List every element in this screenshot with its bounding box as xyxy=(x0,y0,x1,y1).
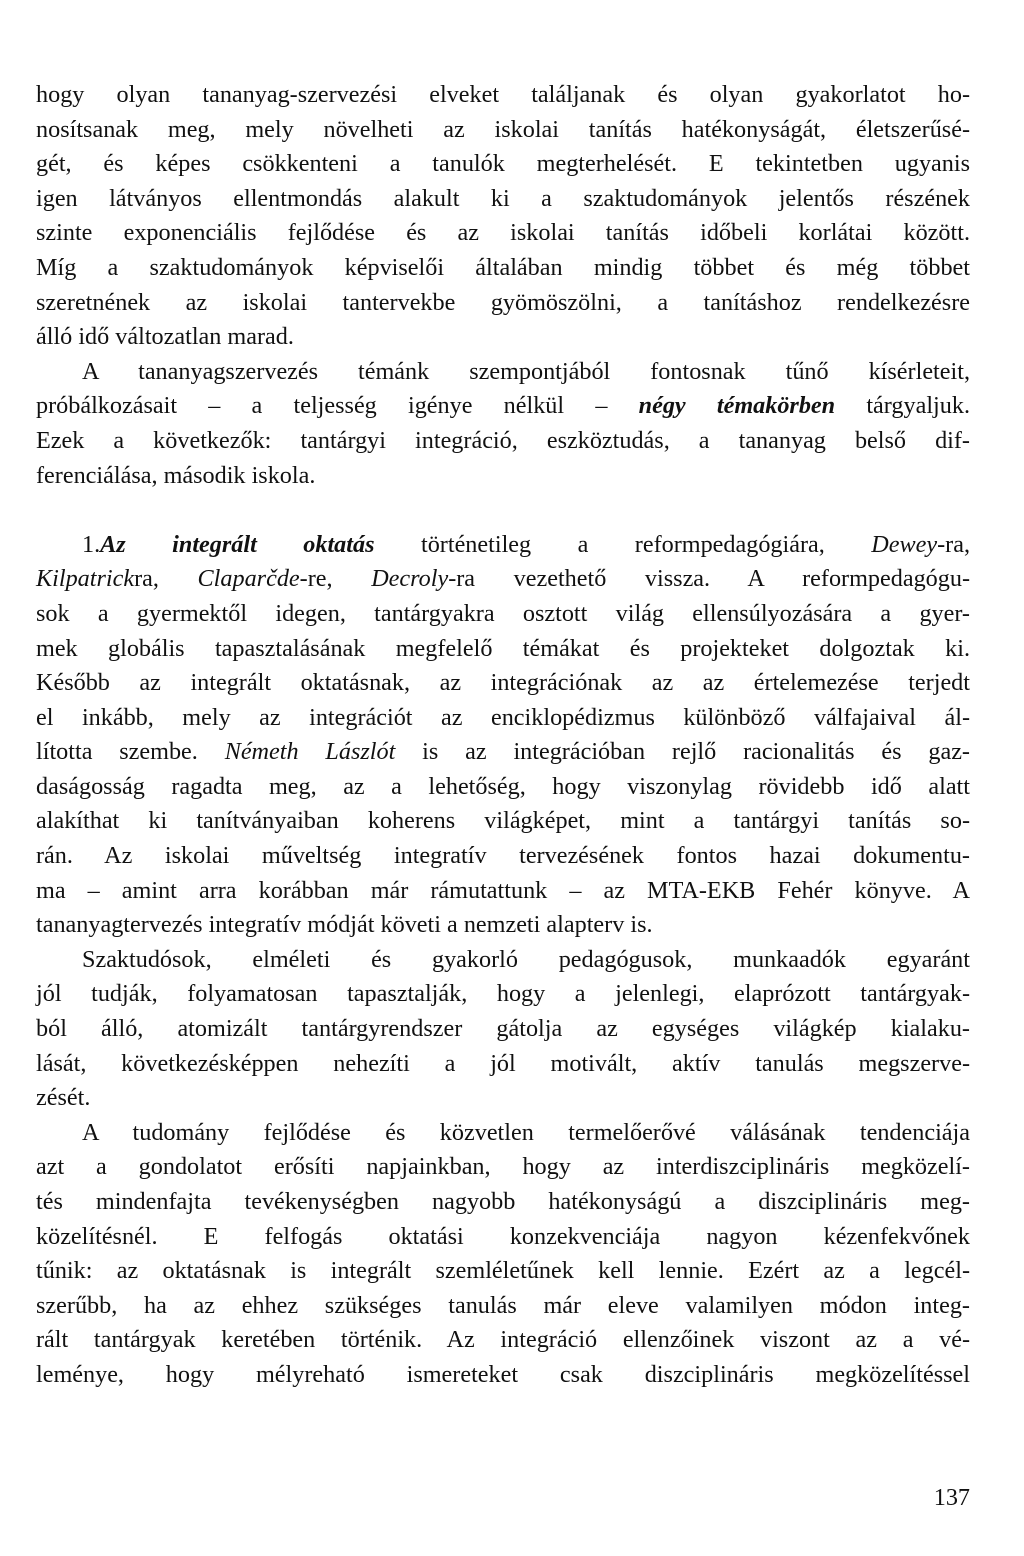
text-line: igen látványos ellentmondás alakult ki a szaktudományok jelentős részének xyxy=(36,184,970,212)
person-name: Dewey xyxy=(871,530,938,558)
text-line: daságosság ragadta meg, az a lehetőség, hogy viszonylag rövidebb idő alatt xyxy=(36,772,970,800)
text-line: leménye, hogy mélyreható ismereteket csak diszciplináris megközelítéssel xyxy=(36,1360,970,1388)
text-line xyxy=(36,562,970,597)
text-run: tárgyaljuk. xyxy=(835,392,971,420)
text-line xyxy=(36,735,970,770)
page-body xyxy=(36,78,970,1393)
section-number: 1. xyxy=(82,530,101,558)
text-line: Míg a szaktudományok képviselői általában mindig többet és még többet xyxy=(36,253,970,281)
text-run: -ra, xyxy=(937,530,970,558)
emphasis-text: Az integrált oktatás xyxy=(100,530,375,558)
text-line: álló idő változatlan marad. xyxy=(36,323,294,351)
text-line: A tananyagszervezés témánk szempontjából fontosnak tűnő kísérleteit, xyxy=(82,357,970,385)
text-line: szinte exponenciális fejlődése és az iskolai tanítás időbeli korlátai között. xyxy=(36,219,970,247)
paragraph-1 xyxy=(36,78,970,355)
text-line: el inkább, mely az integrációt az enciklopédizmus különböző válfajaival ál- xyxy=(36,703,970,731)
text-line: Ezek a következők: tantárgyi integráció, eszköztudás, a tananyag belső dif- xyxy=(36,426,970,454)
text-line xyxy=(36,389,970,424)
person-name: Decroly xyxy=(371,565,449,593)
text-line: rált tantárgyak keretében történik. Az integráció ellenzőinek viszont az a vé- xyxy=(36,1326,970,1354)
person-name: Kilpatrick xyxy=(36,565,135,593)
text-line: A tudomány fejlődése és közvetlen termelőerővé válásának tendenciája xyxy=(82,1118,970,1146)
emphasis-text: négy témakörben xyxy=(638,392,836,420)
text-line: rán. Az iskolai műveltség integratív tervezésének fontos hazai dokumentu- xyxy=(36,842,970,870)
text-line: tananyagtervezés integratív módját követi a nemzeti alapterv is. xyxy=(36,911,653,939)
paragraph-2 xyxy=(36,355,970,493)
text-line: szerűbb, ha az ehhez szükséges tanulás már eleve valamilyen módon integ- xyxy=(36,1291,970,1319)
text-line: azt a gondolatot erősíti napjainkban, hogy az interdiszciplináris megközelí- xyxy=(36,1153,970,1181)
text-line: nosítsanak meg, mely növelheti az iskolai tanítás hatékonyságát, életszerűsé- xyxy=(36,115,970,143)
text-line: alakíthat ki tanítványaiban koherens világképet, mint a tantárgyi tanítás so- xyxy=(36,807,970,835)
paragraph-5 xyxy=(36,1116,970,1393)
text-line: tűnik: az oktatásnak is integrált szemléletűnek kell lennie. Ezért az a legcél- xyxy=(36,1257,970,1285)
text-line: hogy olyan tananyag-szervezési elveket találjanak és olyan gyakorlatot ho- xyxy=(36,81,970,108)
text-line: ból álló, atomizált tantárgyrendszer gátolja az egységes világkép kialaku- xyxy=(36,1015,970,1043)
page-number: 137 xyxy=(933,1484,970,1511)
paragraph-gap xyxy=(36,493,970,528)
paragraph-4 xyxy=(36,943,970,1116)
text-line: Szaktudósok, elméleti és gyakorló pedagógusok, munkaadók egyaránt xyxy=(82,945,970,973)
text-run: lította szembe. xyxy=(36,738,225,766)
text-line: Később az integrált oktatásnak, az integrációnak az az értelemezése terjedt xyxy=(36,669,970,697)
text-line: jól tudják, folyamatosan tapasztalják, hogy a jelenlegi, elaprózott tantárgyak- xyxy=(36,980,970,1008)
text-line: közelítésnél. E felfogás oktatási konzekvenciája nagyon kézenfekvőnek xyxy=(36,1222,970,1250)
text-run: is az integrációban rejlő racionalitás és gaz- xyxy=(395,738,970,766)
text-line: ma – amint arra korábban már rámutattunk – az MTA-EKB Fehér könyve. A xyxy=(36,876,970,904)
person-name: Németh Lászlót xyxy=(224,738,396,766)
text-line: ferenciálása, második iskola. xyxy=(36,461,316,489)
text-run: történetileg a reformpedagógiára, xyxy=(374,530,872,558)
text-line xyxy=(36,528,970,563)
text-line: szeretnének az iskolai tantervekbe gyömöszölni, a tanításhoz rendelkezésre xyxy=(36,288,970,316)
text-run: ra, xyxy=(134,565,198,593)
text-line: mek globális tapasztalásának megfelelő témákat és projekteket dolgoztak ki. xyxy=(36,634,970,662)
text-run: próbálkozásait – a teljesség igénye nélkül – xyxy=(36,392,639,420)
text-run: -ra vezethető vissza. A reformpedagógu- xyxy=(448,565,970,593)
text-line: lását, következésképpen nehezíti a jól motivált, aktív tanulás megszerve- xyxy=(36,1049,970,1077)
text-line: sok a gyermektől idegen, tantárgyakra osztott világ ellensúlyozására a gyer- xyxy=(36,599,970,627)
text-line: zését. xyxy=(36,1084,91,1112)
text-run: -re, xyxy=(299,565,372,593)
text-line: gét, és képes csökkenteni a tanulók megterhelését. E tekintetben ugyanis xyxy=(36,150,970,178)
paragraph-3 xyxy=(36,528,970,943)
text-line: tés mindenfajta tevékenységben nagyobb hatékonyságú a diszciplináris meg- xyxy=(36,1188,970,1215)
person-name: Claparčde xyxy=(197,565,300,593)
